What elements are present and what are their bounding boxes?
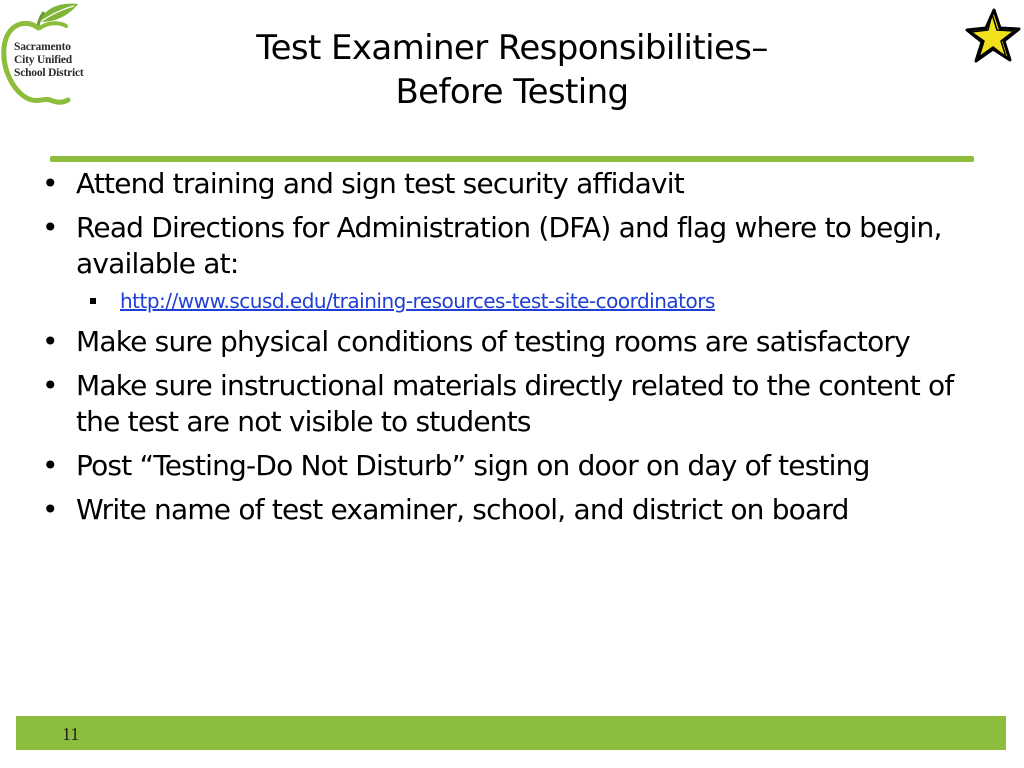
resources-link[interactable]: http://www.scusd.edu/training-resources-test-site-coordinators (120, 289, 715, 313)
title-line-2: Before Testing (395, 72, 629, 112)
bullet-item (36, 492, 996, 528)
logo-line-3: School District (14, 67, 84, 79)
logo-line-2: City Unified (14, 54, 72, 66)
bullet-text: Attend training and sign test security affidavit (76, 167, 684, 200)
title-line-1: Test Examiner Responsibilities– (256, 28, 768, 68)
page-number: 11 (62, 724, 80, 744)
bullet-dot: • (42, 325, 58, 358)
bullet-item (36, 368, 996, 440)
district-logo (0, 0, 105, 110)
logo-line-1: Sacramento (14, 41, 71, 53)
logo-text (14, 41, 104, 80)
star-icon (962, 6, 1022, 66)
bullet-item (36, 166, 996, 202)
sub-bullet-item (36, 288, 996, 314)
title-divider (50, 156, 974, 162)
bullet-text: Write name of test examiner, school, and district on board (76, 493, 849, 526)
bullet-item (36, 324, 996, 360)
slide-title (150, 26, 874, 114)
bullet-dot: • (42, 211, 58, 244)
bullet-text: Make sure physical conditions of testing rooms are satisfactory (76, 325, 910, 358)
bullet-item (36, 448, 996, 484)
bullet-text: Make sure instructional materials directly related to the content of the test are not visible to students (76, 369, 954, 438)
bullet-item (36, 210, 996, 282)
bullet-list (36, 166, 996, 536)
bullet-dot: • (42, 493, 58, 526)
bullet-text: Read Directions for Administration (DFA) and flag where to begin, available at: (76, 211, 942, 280)
bullet-dot: • (42, 369, 58, 402)
bullet-dot: • (42, 449, 58, 482)
bullet-dot: • (42, 167, 58, 200)
bullet-text: Post “Testing-Do Not Disturb” sign on door on day of testing (76, 449, 870, 482)
square-bullet (90, 298, 96, 304)
footer-bar (16, 716, 1006, 750)
